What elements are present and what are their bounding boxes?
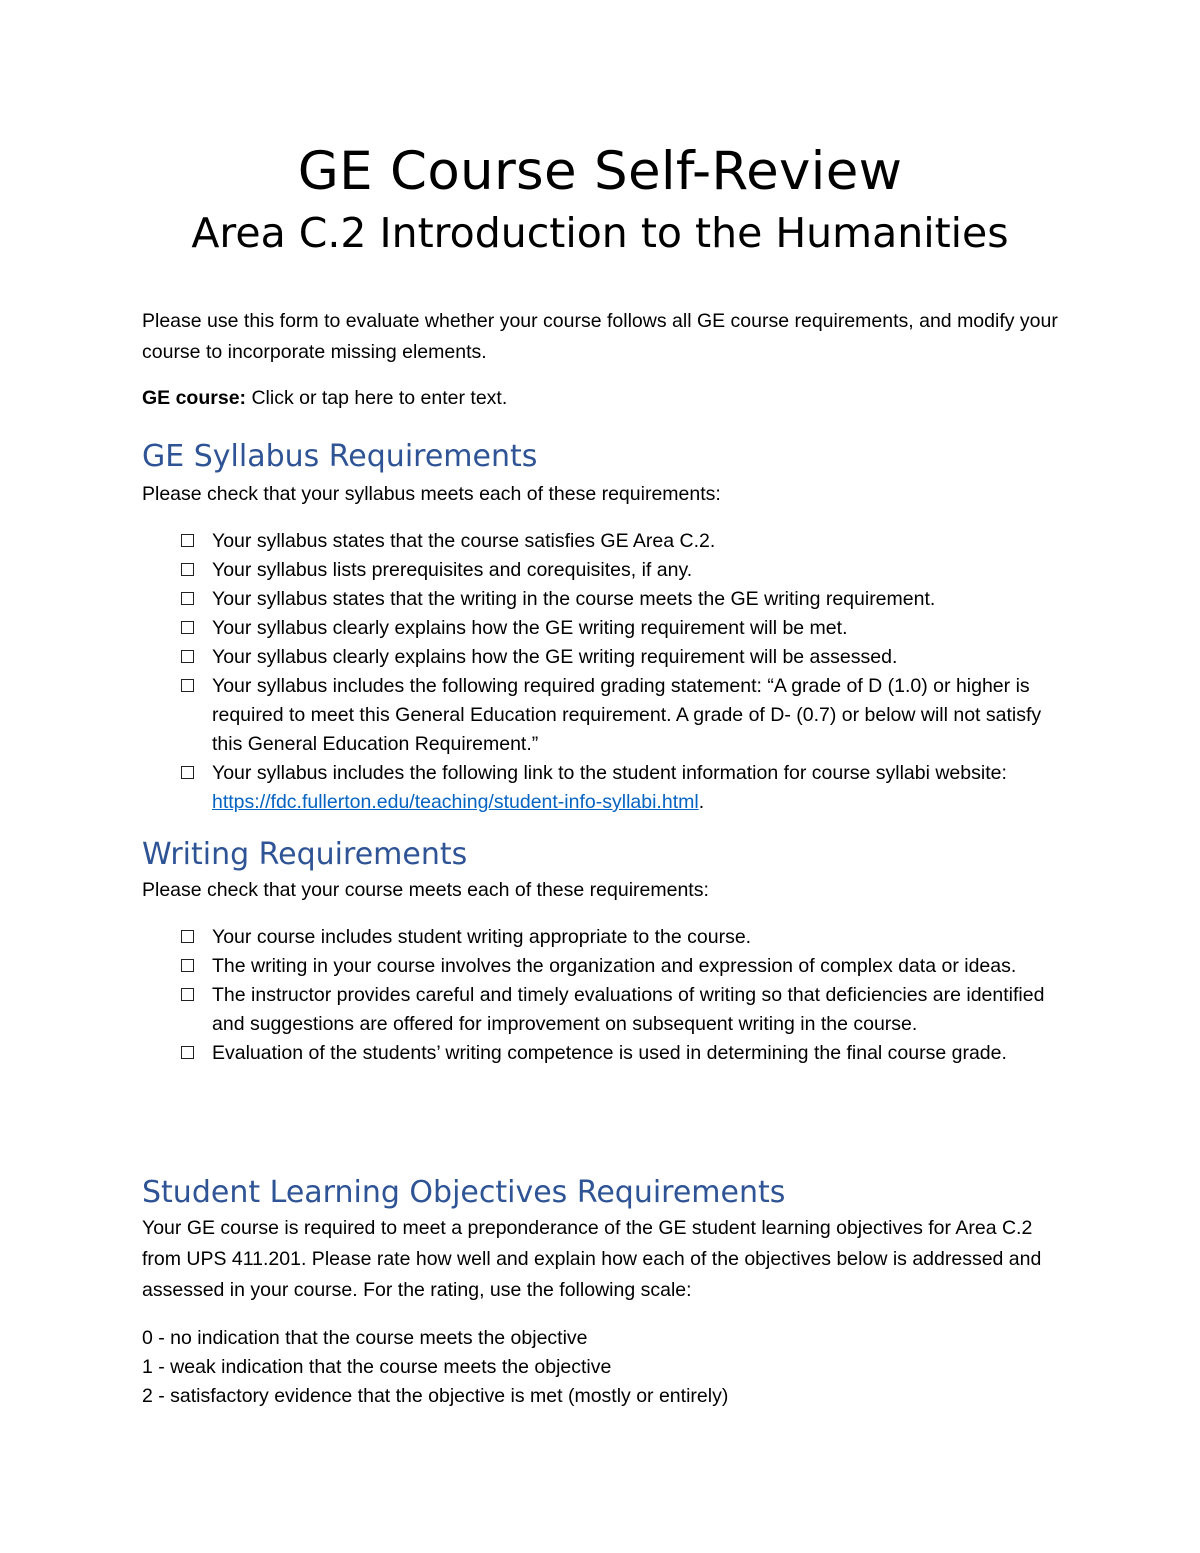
writing-checklist	[178, 923, 1058, 1068]
slo-heading: Student Learning Objectives Requirements	[142, 1175, 786, 1210]
checkbox[interactable]	[181, 563, 194, 576]
syllabus-heading: GE Syllabus Requirements	[142, 439, 538, 474]
checkbox[interactable]	[181, 534, 194, 547]
checkbox[interactable]	[181, 930, 194, 943]
syllabus-item: Your syllabus clearly explains how the GE writing requirement will be assessed.	[178, 643, 1058, 672]
rating-scale-item: 2 - satisfactory evidence that the objective is met (mostly or entirely)	[142, 1385, 729, 1407]
page-title: GE Course Self-Review	[297, 141, 903, 202]
syllabus-item: Your syllabus states that the course satisfies GE Area C.2.	[178, 527, 1058, 556]
checkbox[interactable]	[181, 621, 194, 634]
syllabus-item: Your syllabus lists prerequisites and corequisites, if any.	[178, 556, 1058, 585]
rating-scale-item: 0 - no indication that the course meets the objective	[142, 1327, 588, 1349]
writing-heading: Writing Requirements	[142, 837, 468, 872]
rating-scale-item: 1 - weak indication that the course meets the objective	[142, 1356, 612, 1378]
slo-lead: Your GE course is required to meet a preponderance of the GE student learning objectives for Area C.2 from UPS 411.201. Please rate how well and explain how each of the objectives below is addressed and assessed in your course. For the rating, use the following scale:	[142, 1217, 1042, 1301]
ge-course-field	[142, 383, 1062, 414]
syllabus-item: Your syllabus states that the writing in the course meets the GE writing requirement.	[178, 585, 1058, 614]
syllabus-lead: Please check that your syllabus meets each of these requirements:	[142, 483, 721, 505]
writing-item: Your course includes student writing appropriate to the course.	[178, 923, 1058, 952]
syllabus-item-link: Your syllabus includes the following link to the student information for course syllabi website: https://fdc.fullerton.edu/teaching/student-info-syllabi.html.	[178, 759, 1058, 817]
checkbox[interactable]	[181, 650, 194, 663]
checkbox[interactable]	[181, 959, 194, 972]
syllabus-checklist	[178, 527, 1058, 817]
intro-paragraph: Please use this form to evaluate whether your course follows all GE course requirements, and modify your course to incorporate missing elements.	[142, 310, 1058, 363]
page-subtitle: Area C.2 Introduction to the Humanities	[191, 209, 1009, 257]
ge-course-input[interactable]: Click or tap here to enter text.	[251, 387, 508, 409]
checkbox[interactable]	[181, 988, 194, 1001]
checkbox[interactable]	[181, 592, 194, 605]
syllabi-info-link[interactable]: https://fdc.fullerton.edu/teaching/student-info-syllabi.html	[212, 791, 699, 813]
writing-lead: Please check that your course meets each of these requirements:	[142, 879, 709, 901]
syllabus-item: Your syllabus includes the following required grading statement: “A grade of D (1.0) or higher is required to meet this General Education requirement. A grade of D- (0.7) or below will not satisfy this General Education Requirement.”	[178, 672, 1058, 759]
writing-item: The instructor provides careful and timely evaluations of writing so that deficiencies are identified and suggestions are offered for improvement on subsequent writing in the course.	[178, 981, 1058, 1039]
writing-item: The writing in your course involves the organization and expression of complex data or ideas.	[178, 952, 1058, 981]
ge-course-label: GE course:	[142, 387, 247, 409]
writing-item: Evaluation of the students’ writing competence is used in determining the final course grade.	[178, 1039, 1058, 1068]
rating-scale	[142, 1324, 1072, 1411]
checkbox[interactable]	[181, 766, 194, 779]
checkbox[interactable]	[181, 1046, 194, 1059]
checkbox[interactable]	[181, 679, 194, 692]
syllabus-item: Your syllabus clearly explains how the GE writing requirement will be met.	[178, 614, 1058, 643]
